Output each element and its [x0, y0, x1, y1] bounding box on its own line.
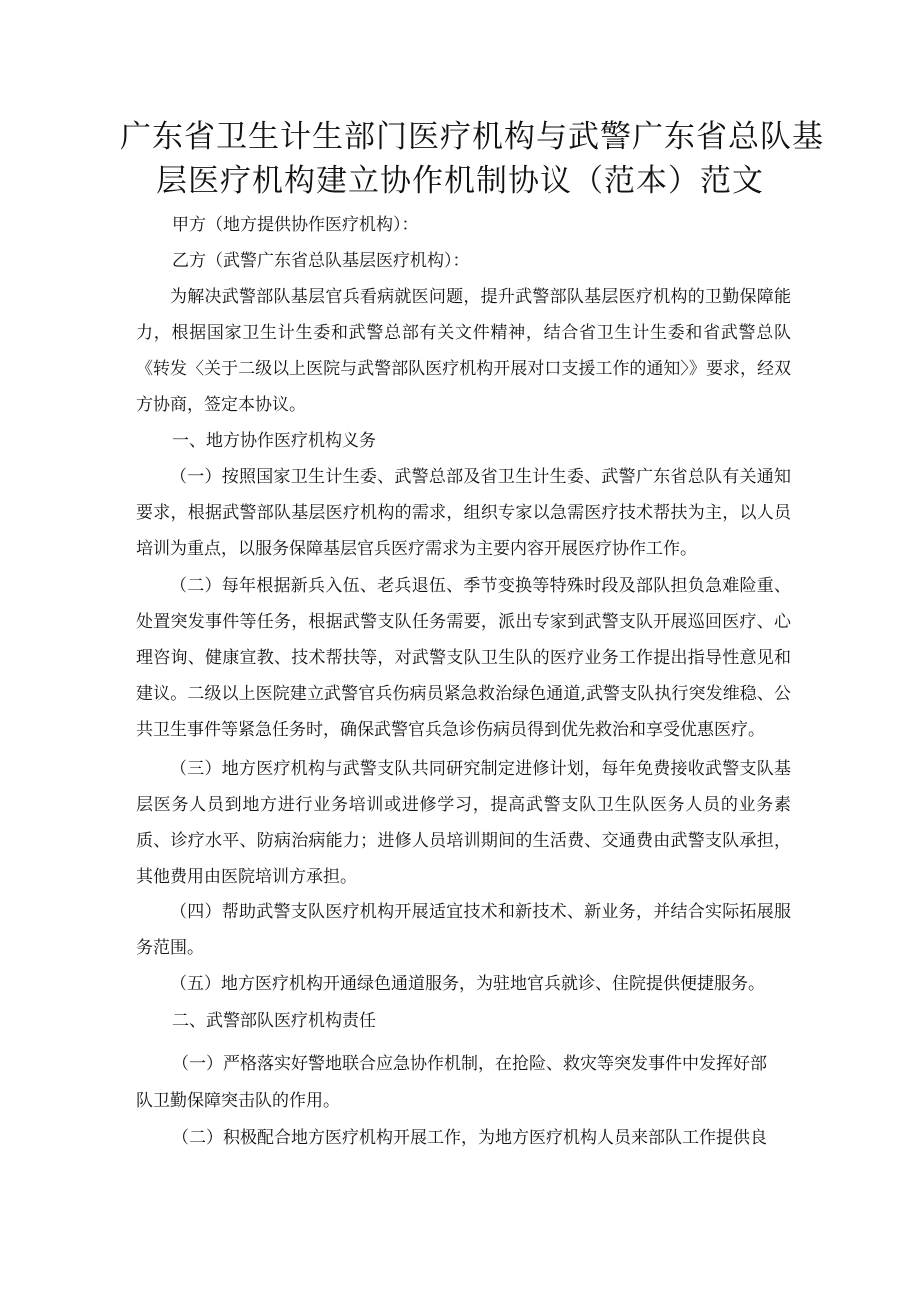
section-1-item-1: （一）按照国家卫生计生委、武警总部及省卫生计生委、武警广东省总队有关通知要求，根据武警部队基层医疗机构的需求，组织专家以急需医疗技术帮扶为主，以人员培训为重点，以服务保障基层官兵医疗需求为主要内容开展医疗协作工作。	[136, 467, 791, 559]
section-2-item-1-line-1: （一）严格落实好警地联合应急协作机制，在抢险、救灾等突发事件中发挥好部	[172, 1054, 767, 1074]
section-1-item-3: （三）地方医疗机构与武警支队共同研究制定进修计划，每年免费接收武警支队基层医务人员到地方进行业务培训或进修学习，提高武警支队卫生队医务人员的业务素质、诊疗水平、防病治病能力；进修人员培训期间的生活费、交通费由武警支队承担，其他费用由医院培训方承担。	[136, 759, 791, 887]
section-2-heading: 二、武警部队医疗机构责任	[172, 1011, 376, 1031]
section-2-item-1-line-2: 队卫勤保障突击队的作用。	[136, 1091, 340, 1111]
section-1-item-2: （二）每年根据新兵入伍、老兵退伍、季节变换等特殊时段及部队担负急难险重、处置突发事件等任务，根据武警支队任务需要，派出专家到武警支队开展巡回医疗、心理咨询、健康宣教、技术帮扶等，对武警支队卫生队的医疗业务工作提出指导性意见和建议。二级以上医院建立武警官兵伤病员紧急救治绿色通道,武警支队执行突发维稳、公共卫生事件等紧急任务时，确保武警官兵急诊伤病员得到优先救治和享受优惠医疗。	[136, 576, 791, 740]
section-2-item-2-line-1: （二）积极配合地方医疗机构开展工作，为地方医疗机构人员来部队工作提供良	[172, 1128, 767, 1148]
section-1-item-5: （五）地方医疗机构开通绿色通道服务，为驻地官兵就诊、住院提供便捷服务。	[170, 974, 765, 994]
section-1-heading: 一、地方协作医疗机构义务	[172, 431, 376, 451]
section-1-item-4: （四）帮助武警支队医疗机构开展适宜技术和新技术、新业务，并结合实际拓展服务范围。	[136, 902, 791, 958]
document-title-line-1: 广东省卫生计生部门医疗机构与武警广东省总队基	[120, 119, 824, 155]
intro-paragraph: 为解决武警部队基层官兵看病就医问题，提升武警部队基层医疗机构的卫勤保障能力，根据国家卫生计生委和武警总部有关文件精神，结合省卫生计生委和省武警总队《转发〈关于二级以上医院与武警部队医疗机构开展对口支援工作的通知〉》要求，经双方协商，签定本协议。	[136, 287, 791, 415]
party-a-line: 甲方（地方提供协作医疗机构）：	[172, 215, 419, 235]
party-b-line: 乙方（武警广东省总队基层医疗机构）：	[172, 251, 470, 271]
document-title-line-2: 层医疗机构建立协作机制协议（范本）范文	[156, 163, 764, 199]
